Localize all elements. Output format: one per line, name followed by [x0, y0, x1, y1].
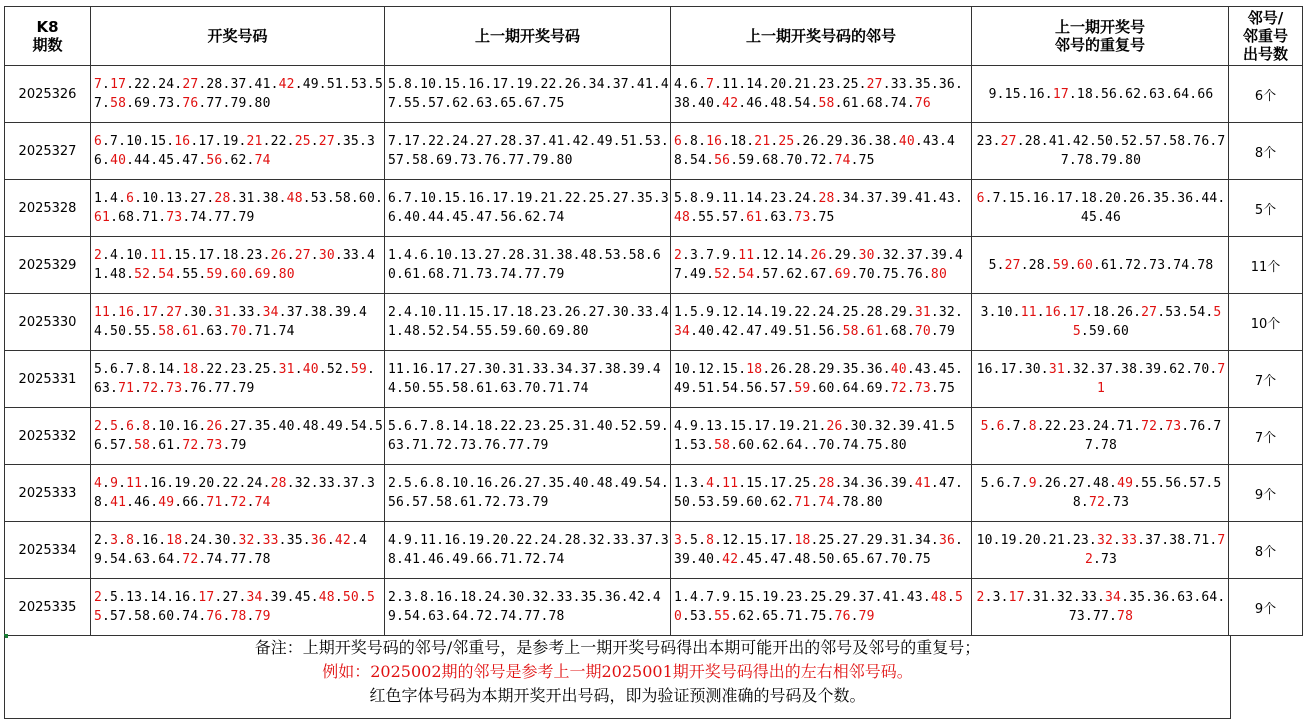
hit-number: 48	[286, 191, 303, 206]
hit-number: 26	[810, 248, 827, 263]
hit-number: 78	[1117, 609, 1134, 624]
hit-number: 8	[1028, 419, 1037, 434]
header-period-label: K8 期数	[32, 18, 63, 54]
hit-number: 17	[1068, 305, 1085, 320]
hit-number: 27	[318, 134, 335, 149]
hit-number: 48	[674, 210, 691, 225]
table-row	[5, 66, 1303, 123]
hit-number: 17	[142, 305, 159, 320]
hit-number: 34	[246, 590, 263, 605]
hit-number: 50	[674, 590, 963, 624]
repeats-cell: 5.6.7.8.22.23.24.71.72.73.76.77.78	[972, 408, 1229, 465]
hit-number: 58	[842, 324, 859, 339]
hit-number: 28	[818, 191, 835, 206]
hit-number: 74	[254, 153, 271, 168]
prev-draw-cell: 2.4.10.11.15.17.18.23.26.27.30.33.41.48.52.54.55.59.60.69.80	[385, 294, 671, 351]
hit-number: 34	[262, 305, 279, 320]
hit-number: 73	[166, 381, 183, 396]
hit-number: 27	[1141, 305, 1158, 320]
header-period	[5, 7, 91, 66]
note-line-3: 红色字体号码为本期开奖开出号码，即为验证预测准确的号码及个数。	[369, 686, 866, 705]
hit-number: 27	[1004, 257, 1021, 273]
hit-number: 33	[1121, 533, 1138, 548]
repeats-cell: 5.27.28.59.60.61.72.73.74.78	[972, 237, 1229, 294]
hit-number: 18	[746, 362, 763, 377]
hit-number: 69	[834, 267, 851, 282]
neighbors-cell: 1.5.9.12.14.19.22.24.25.28.29.31.32.34.40.42.47.49.51.56.58.61.68.70.79	[671, 294, 972, 351]
hit-number: 11	[126, 476, 143, 491]
note-line-2: 例如：2025002期的邻号是参考上一期2025001期开奖号码得出的左右相邻号码。	[322, 662, 913, 681]
header-prev-draw-label: 上一期开奖号码	[474, 27, 580, 45]
hit-number: 2	[674, 248, 683, 263]
hit-number: 42	[334, 533, 351, 548]
hit-number: 42	[722, 552, 739, 567]
period-cell: 2025334	[5, 522, 91, 579]
hit-number: 26	[826, 419, 843, 434]
hit-number: 3	[110, 533, 119, 548]
note-line-1: 备注：上期开奖号码的邻号/邻重号，是参考上一期开奖号码得出本期可能开出的邻号及邻号的重复号；	[254, 638, 981, 657]
hit-number: 71	[206, 495, 223, 510]
draw-cell: 4.9.11.16.19.20.22.24.28.32.33.37.38.41.46.49.66.71.72.74	[91, 465, 385, 522]
hit-number: 11	[150, 248, 167, 263]
neighbors-cell: 6.8.16.18.21.25.26.29.36.38.40.43.48.54.56.59.68.70.72.74.75	[671, 123, 972, 180]
repeats-cell: 10.19.20.21.23.32.33.37.38.71.72.73	[972, 522, 1229, 579]
header-hit-count	[1229, 7, 1303, 66]
hit-number: 72	[1084, 533, 1226, 567]
hit-number: 18	[794, 533, 811, 548]
repeats-cell: 5.6.7.9.26.27.48.49.55.56.57.58.72.73	[972, 465, 1229, 522]
hit-number: 48	[930, 590, 947, 605]
hit-number: 72	[182, 552, 199, 567]
header-prev-draw	[385, 7, 671, 66]
draw-cell: 6.7.10.15.16.17.19.21.22.25.27.35.36.40.44.45.47.56.62.74	[91, 123, 385, 180]
table-row	[5, 237, 1303, 294]
hit-number: 80	[278, 267, 295, 282]
prev-draw-cell: 5.8.10.15.16.17.19.22.26.34.37.41.47.55.57.62.63.65.67.75	[385, 66, 671, 123]
hit-number: 21	[246, 134, 263, 149]
hit-number: 79	[254, 609, 271, 624]
hit-number: 78	[230, 609, 247, 624]
hit-number: 5	[110, 419, 119, 434]
hit-number: 18	[182, 362, 199, 377]
hit-number: 3	[674, 533, 683, 548]
header-hit-count-label: 邻号/ 邻重号 出号数	[1242, 9, 1288, 63]
hit-number: 34	[1105, 590, 1122, 605]
draw-cell: 2.4.10.11.15.17.18.23.26.27.30.33.41.48.52.54.55.59.60.69.80	[91, 237, 385, 294]
hit-number: 58	[110, 96, 127, 111]
table-row	[5, 180, 1303, 237]
prev-draw-cell: 2.5.6.8.10.16.26.27.35.40.48.49.54.56.57.58.61.72.73.79	[385, 465, 671, 522]
hit-number: 2	[94, 248, 103, 263]
hit-number: 11	[722, 476, 739, 491]
hit-number: 26	[270, 248, 287, 263]
hit-number: 72	[1141, 419, 1158, 434]
hit-number: 21	[754, 134, 771, 149]
hit-number: 33	[262, 533, 279, 548]
hit-number: 4	[706, 476, 715, 491]
hit-number: 61	[866, 324, 883, 339]
prev-draw-cell: 6.7.10.15.16.17.19.21.22.25.27.35.36.40.44.45.47.56.62.74	[385, 180, 671, 237]
prev-draw-cell: 7.17.22.24.27.28.37.41.42.49.51.53.57.58.69.73.76.77.79.80	[385, 123, 671, 180]
draw-cell: 7.17.22.24.27.28.37.41.42.49.51.53.57.58.69.73.76.77.79.80	[91, 66, 385, 123]
hit-number: 70	[914, 324, 931, 339]
neighbors-cell: 1.4.7.9.15.19.23.25.29.37.41.43.48.50.53.55.62.65.71.75.76.79	[671, 579, 972, 636]
draw-cell: 5.6.7.8.14.18.22.23.25.31.40.52.59.63.71.72.73.76.77.79	[91, 351, 385, 408]
hit-number: 11	[738, 248, 755, 263]
hit-number: 74	[834, 153, 851, 168]
hit-number: 6	[126, 419, 135, 434]
hit-number: 50	[342, 590, 359, 605]
period-cell: 2025328	[5, 180, 91, 237]
hit-number: 7	[94, 77, 103, 92]
hit-number: 4	[94, 476, 103, 491]
period-cell: 2025335	[5, 579, 91, 636]
hit-number: 2	[976, 590, 985, 605]
hit-number: 40	[890, 362, 907, 377]
hit-number: 16	[706, 134, 723, 149]
hit-number: 6	[976, 191, 985, 206]
hit-count-cell: 6个	[1229, 66, 1303, 123]
hit-number: 72	[182, 438, 199, 453]
hit-count-cell: 7个	[1229, 408, 1303, 465]
hit-number: 60	[230, 267, 247, 282]
hit-number: 61	[746, 210, 763, 225]
hit-number: 52	[134, 267, 151, 282]
hit-number: 71	[1096, 362, 1226, 396]
draw-cell: 1.4.6.10.13.27.28.31.38.48.53.58.60.61.68.71.73.74.77.79	[91, 180, 385, 237]
hit-number: 55	[714, 609, 731, 624]
hit-number: 27	[166, 305, 183, 320]
period-cell: 2025332	[5, 408, 91, 465]
hit-number: 17	[110, 77, 127, 92]
hit-number: 80	[930, 267, 947, 282]
hit-number: 58	[818, 96, 835, 111]
hit-number: 16	[1044, 305, 1061, 320]
hit-number: 2	[94, 590, 103, 605]
hit-number: 71	[794, 495, 811, 510]
hit-number: 56	[206, 153, 223, 168]
neighbors-cell: 1.3.4.11.15.17.25.28.34.36.39.41.47.50.53.59.60.62.71.74.78.80	[671, 465, 972, 522]
hit-number: 6	[996, 419, 1005, 434]
hit-number: 17	[198, 590, 215, 605]
hit-count-cell: 8个	[1229, 522, 1303, 579]
hit-number: 74	[818, 495, 835, 510]
hit-number: 76	[914, 96, 931, 111]
period-cell: 2025330	[5, 294, 91, 351]
neighbors-cell: 10.12.15.18.26.28.29.35.36.40.43.45.49.51.54.56.57.59.60.64.69.72.73.75	[671, 351, 972, 408]
hit-number: 9	[1028, 476, 1037, 491]
header-row	[5, 7, 1303, 66]
neighbors-cell: 4.9.13.15.17.19.21.26.30.32.39.41.51.53.58.60.62.64..70.74.75.80	[671, 408, 972, 465]
header-draw	[91, 7, 385, 66]
hit-number: 17	[1008, 590, 1025, 605]
header-draw-label: 开奖号码	[207, 27, 268, 45]
hit-number: 49	[1117, 476, 1134, 491]
hit-number: 31	[914, 305, 931, 320]
neighbors-cell: 2.3.7.9.11.12.14.26.29.30.32.37.39.47.49.52.54.57.62.67.69.70.75.76.80	[671, 237, 972, 294]
header-prev-neighbors-label: 上一期开奖号码的邻号	[745, 27, 896, 45]
hit-number: 6	[674, 134, 683, 149]
hit-number: 9	[110, 476, 119, 491]
hit-count-cell: 11个	[1229, 237, 1303, 294]
header-prev-neighbors	[671, 7, 972, 66]
table-row	[5, 123, 1303, 180]
table-row	[5, 465, 1303, 522]
hit-number: 27	[1000, 134, 1017, 149]
hit-number: 8	[706, 533, 715, 548]
hit-count-cell: 9个	[1229, 465, 1303, 522]
hit-number: 73	[794, 210, 811, 225]
hit-number: 59	[794, 381, 811, 396]
hit-number: 55	[94, 590, 375, 624]
hit-number: 54	[738, 267, 755, 282]
repeats-cell: 3.10.11.16.17.18.26.27.53.54.55.59.60	[972, 294, 1229, 351]
hit-number: 27	[866, 77, 883, 92]
draw-cell: 11.16.17.27.30.31.33.34.37.38.39.44.50.55.58.61.63.70.71.74	[91, 294, 385, 351]
notes-box	[4, 636, 1231, 719]
hit-number: 28	[818, 476, 835, 491]
hit-number: 73	[206, 438, 223, 453]
draw-cell: 2.3.8.16.18.24.30.32.33.35.36.42.49.54.63.64.72.74.77.78	[91, 522, 385, 579]
hit-number: 48	[318, 590, 335, 605]
draw-cell: 2.5.6.8.10.16.26.27.35.40.48.49.54.56.57.58.61.72.73.79	[91, 408, 385, 465]
neighbors-cell: 3.5.8.12.15.17.18.25.27.29.31.34.36.39.40.42.45.47.48.50.65.67.70.75	[671, 522, 972, 579]
hit-number: 59	[1052, 257, 1069, 273]
hit-number: 55	[1072, 305, 1222, 339]
hit-number: 27	[294, 248, 311, 263]
period-cell: 2025329	[5, 237, 91, 294]
prev-draw-cell: 1.4.6.10.13.27.28.31.38.48.53.58.60.61.68.71.73.74.77.79	[385, 237, 671, 294]
hit-count-cell: 9个	[1229, 579, 1303, 636]
hit-number: 61	[94, 210, 111, 225]
hit-number: 54	[158, 267, 175, 282]
hit-number: 74	[254, 495, 271, 510]
hit-number: 17	[1052, 86, 1069, 102]
prev-draw-cell: 5.6.7.8.14.18.22.23.25.31.40.52.59.63.71.72.73.76.77.79	[385, 408, 671, 465]
hit-number: 8	[126, 533, 135, 548]
hit-number: 11	[1020, 305, 1037, 320]
repeats-cell: 23.27.28.41.42.50.52.57.58.76.77.78.79.80	[972, 123, 1229, 180]
hit-number: 60	[1076, 257, 1093, 273]
hit-number: 31	[214, 305, 231, 320]
hit-number: 11	[94, 305, 111, 320]
period-cell: 2025327	[5, 123, 91, 180]
hit-number: 69	[254, 267, 271, 282]
hit-number: 5	[980, 419, 989, 434]
hit-number: 32	[238, 533, 255, 548]
repeats-cell: 2.3.17.31.32.33.34.35.36.63.64.73.77.78	[972, 579, 1229, 636]
hit-number: 6	[94, 134, 103, 149]
hit-number: 40	[302, 362, 319, 377]
hit-number: 58	[158, 324, 175, 339]
hit-count-cell: 8个	[1229, 123, 1303, 180]
hit-number: 70	[230, 324, 247, 339]
table-row	[5, 408, 1303, 465]
hit-number: 40	[898, 134, 915, 149]
hit-number: 2	[94, 419, 103, 434]
hit-number: 61	[182, 324, 199, 339]
prev-draw-cell: 11.16.17.27.30.31.33.34.37.38.39.44.50.55.58.61.63.70.71.74	[385, 351, 671, 408]
period-cell: 2025333	[5, 465, 91, 522]
hit-number: 58	[134, 438, 151, 453]
hit-number: 73	[1165, 419, 1182, 434]
draw-cell: 2.5.13.14.16.17.27.34.39.45.48.50.55.57.58.60.74.76.78.79	[91, 579, 385, 636]
hit-number: 31	[278, 362, 295, 377]
lottery-table	[4, 6, 1303, 636]
hit-number: 25	[294, 134, 311, 149]
hit-number: 30	[318, 248, 335, 263]
hit-number: 72	[890, 381, 907, 396]
hit-number: 26	[206, 419, 223, 434]
hit-number: 76	[206, 609, 223, 624]
repeats-cell: 9.15.16.17.18.56.62.63.64.66	[972, 66, 1229, 123]
hit-number: 72	[230, 495, 247, 510]
hit-number: 32	[1096, 533, 1114, 548]
hit-number: 72	[142, 381, 159, 396]
table-body	[5, 66, 1303, 636]
hit-number: 72	[1088, 495, 1106, 510]
prev-draw-cell: 4.9.11.16.19.20.22.24.28.32.33.37.38.41.46.49.66.71.72.74	[385, 522, 671, 579]
hit-number: 27	[182, 77, 199, 92]
hit-number: 49	[158, 495, 175, 510]
hit-number: 25	[778, 134, 795, 149]
hit-number: 71	[118, 381, 135, 396]
table-row	[5, 522, 1303, 579]
hit-number: 56	[714, 153, 731, 168]
neighbors-cell: 5.8.9.11.14.23.24.28.34.37.39.41.43.48.55.57.61.63.73.75	[671, 180, 972, 237]
hit-number: 41	[914, 476, 931, 491]
hit-number: 8	[142, 419, 151, 434]
neighbors-cell: 4.6.7.11.14.20.21.23.25.27.33.35.36.38.40.42.46.48.54.58.61.68.74.76	[671, 66, 972, 123]
hit-count-cell: 7个	[1229, 351, 1303, 408]
hit-number: 42	[278, 77, 295, 92]
table-row	[5, 579, 1303, 636]
hit-number: 59	[206, 267, 223, 282]
hit-number: 31	[1048, 362, 1065, 377]
table-row	[5, 294, 1303, 351]
hit-number: 76	[182, 96, 199, 111]
period-cell: 2025326	[5, 66, 91, 123]
hit-number: 6	[126, 191, 135, 206]
hit-number: 41	[110, 495, 127, 510]
hit-number: 40	[110, 153, 127, 168]
hit-number: 28	[214, 191, 231, 206]
hit-number: 30	[858, 248, 875, 263]
hit-number: 16	[174, 134, 191, 149]
header-prev-neighbor-repeats-label: 上一期开奖号 邻号的重复号	[1054, 18, 1145, 54]
period-cell: 2025331	[5, 351, 91, 408]
prev-draw-cell: 2.3.8.16.18.24.30.32.33.35.36.42.49.54.63.64.72.74.77.78	[385, 579, 671, 636]
hit-count-cell: 10个	[1229, 294, 1303, 351]
hit-number: 34	[674, 324, 691, 339]
hit-number: 36	[938, 533, 955, 548]
table-row	[5, 351, 1303, 408]
hit-number: 52	[714, 267, 731, 282]
hit-number: 76	[834, 609, 851, 624]
header-prev-neighbor-repeats	[972, 7, 1229, 66]
hit-number: 28	[270, 476, 287, 491]
hit-number: 36	[310, 533, 327, 548]
hit-number: 73	[166, 210, 183, 225]
hit-number: 16	[118, 305, 135, 320]
hit-number: 42	[722, 96, 739, 111]
hit-number: 73	[914, 381, 931, 396]
repeats-cell: 16.17.30.31.32.37.38.39.62.70.71	[972, 351, 1229, 408]
hit-number: 7	[706, 77, 715, 92]
repeats-cell: 6.7.15.16.17.18.20.26.35.36.44.45.46	[972, 180, 1229, 237]
hit-number: 58	[714, 438, 731, 453]
hit-number: 79	[858, 609, 875, 624]
hit-count-cell: 5个	[1229, 180, 1303, 237]
hit-number: 59	[350, 362, 367, 377]
hit-number: 18	[166, 533, 183, 548]
